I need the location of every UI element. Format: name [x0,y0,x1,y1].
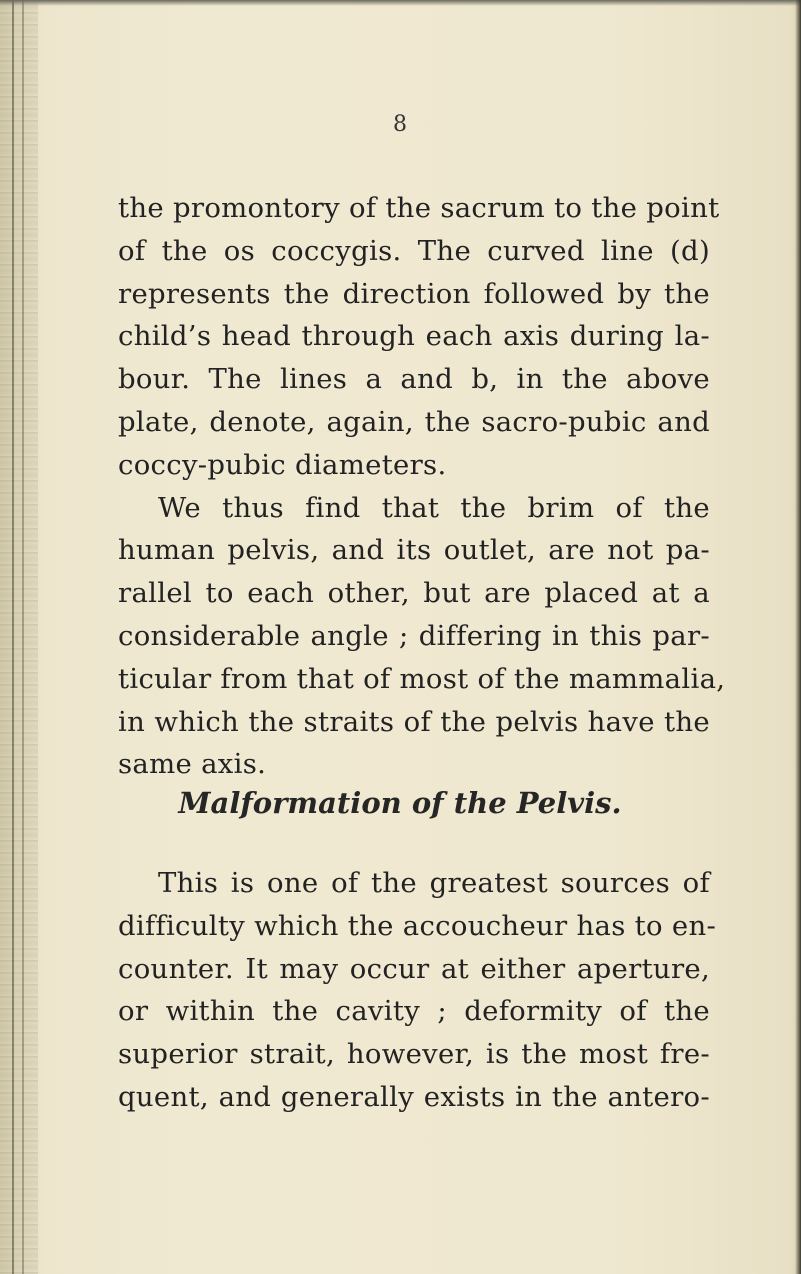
text-line: of the os coccygis. The curved line (d) [118,234,710,267]
text-line: coccy-pubic diameters. [118,448,447,481]
text-line: human pelvis, and its outlet, are not pa- [118,534,710,567]
text-line: bour. The lines a and b, in the above [118,363,710,396]
binding-line [12,0,14,1274]
binding-line [22,0,24,1274]
text-line: rallel to each other, but are placed at a [118,577,710,610]
text-line: same axis. [118,748,267,781]
text-line: ticular from that of most of the mammalia, [118,662,726,695]
text-line: represents the direction followed by the [118,277,710,310]
text-line: difficulty which the accoucheur has to en- [118,909,717,942]
text-line: counter. It may occur at either aperture, [118,952,710,985]
section-heading: Malformation of the Pelvis. [178,786,622,820]
text-line: superior strait, however, is the most fre- [118,1038,710,1071]
body-text-section-1 [118,187,726,786]
page-top-edge [0,0,801,6]
text-line: child’s head through each axis during la- [118,320,710,353]
text-line: We thus find that the brim of the [158,491,710,524]
text-line: quent, and generally exists in the antero- [118,1080,710,1113]
text-line: considerable angle ; differing in this par- [118,619,710,652]
body-text-section-2 [118,862,717,1119]
text-line: or within the cavity ; deformity of the [118,995,710,1028]
text-line: plate, denote, again, the sacro-pubic and [118,405,710,438]
text-line: the promontory of the sacrum to the point [118,192,720,224]
text-line: in which the straits of the pelvis have the [118,705,710,738]
text-line: This is one of the greatest sources of [158,867,710,899]
page-number: 8 [393,112,407,137]
page-right-edge [795,0,801,1274]
page-binding-edge [0,0,38,1274]
